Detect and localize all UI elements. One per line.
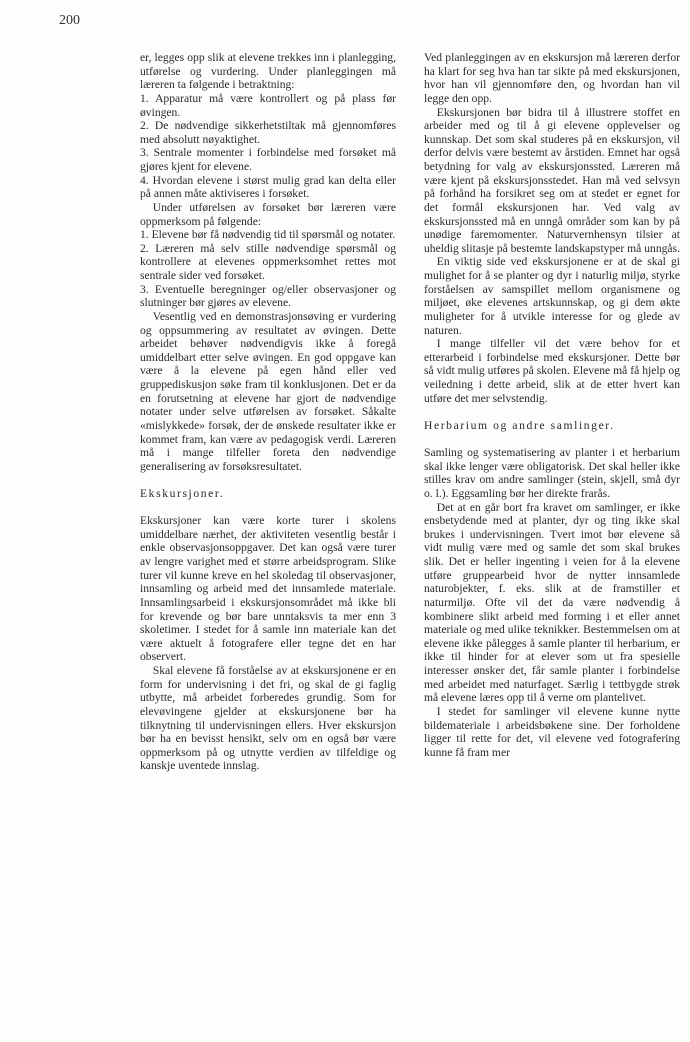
list-item: 2. Læreren må selv stille nødvendige spørsmål og kontrollere at elevenes oppmerksomhet rettes mot sentrale sider ved forsøket. bbox=[140, 241, 396, 282]
paragraph: Ved planleggingen av en ekskursjon må læreren derfor ha klart for seg hva han tar sikte på med ekskursjonen, hvor han vil gjennomføre den, og hvordan han vil legge den opp. bbox=[424, 51, 680, 105]
paragraph: Under utførelsen av forsøket bør læreren være oppmerksom på følgende: bbox=[140, 200, 396, 228]
section-heading-herbarium: Herbarium og andre samlinger. bbox=[424, 418, 615, 432]
paragraph: Skal elevene få forståelse av at ekskursjonene er en form for undervisning i det fri, og skal de gi faglig utbytte, må arbeidet forberedes grundig. Som for elevøvingene gjelder at ekskursjonene bør ha tilknytning til undervisningen ellers. Hver ekskursjon bør ha en bevisst hensikt, selv om en også bør være oppmerksom på og utnytte verdien av tilfeldige og kanskje uventede innslag. bbox=[140, 664, 396, 773]
left-column bbox=[140, 51, 396, 773]
list-item: 1. Elevene bør få nødvendig tid til spørsmål og notater. bbox=[140, 228, 396, 242]
paragraph: I stedet for samlinger vil elevene kunne nytte bildemateriale i arbeidsbøkene sine. Der forholdene ligger til rette for det, vil elevene ved fotografering kunne få fram mer bbox=[424, 704, 680, 759]
list-item: 3. Sentrale momenter i forbindelse med forsøket må gjøres kjent for elevene. bbox=[140, 146, 396, 173]
paragraph: Det at en går bort fra kravet om samlinger, er ikke ensbetydende med at planter, dyr og ting ikke skal brukes i undervisningen. Tvert imot bør elevene så vidt mulig være med og samle det som skal brukes slik. Det er heller ingenting i veien for å la elevene utføre gruppearbeid hvor de nytter innsamlede naturobjekter, f. eks. slik at de framstiller et naturmiljø. Ofte vil det da være nødvendig å kombinere slikt arbeid med forming i et eller annet materiale og med ulike teknikker. Bestemmelsen om at elevene ikke pålegges å samle planter til herbarium, er ikke til hinder for at elever som ut fra spesielle interesser ønsker det, får samle planter i forbindelse med arbeidet med naturfaget. Særlig i tettbygde strøk må elevene læres opp til å verne om plantelivet. bbox=[424, 500, 680, 705]
paragraph: Samling og systematisering av planter i et herbarium skal ikke lenger være obligatorisk. Det skal heller ikke stilles krav om andre samlinger (stein, skjell, små dyr o. l.). Eggsamling bør her direkte frarås. bbox=[424, 446, 680, 500]
paragraph: Vesentlig ved en demonstrasjonsøving er vurdering og oppsummering av resultatet av øvingen. Dette arbeidet behøver nødvendigvis ikke å foregå umiddelbart etter selve øvingen. En god oppgave kan være å la elevene på egen hånd eller ved gruppediskusjon søke fram til konklusjonen. Det er da en forutsetning at elevene har gjort de nødvendige notater under selve utførelsen av forsøket. Såkalte «mislykkede» forsøk, der de ønskede resultater ikke er kommet fram, kan være av pedagogisk verdi. Læreren må i mange tilfeller foreta den nødvendige generalisering av forsøksresultatet. bbox=[140, 309, 396, 473]
right-column bbox=[424, 51, 680, 759]
list-item: 3. Eventuelle beregninger og/eller observasjoner og slutninger bør gjøres av elevene. bbox=[140, 282, 396, 310]
list-item: 2. De nødvendige sikkerhetstiltak må gjennomføres med absolutt nøyaktighet. bbox=[140, 119, 396, 146]
paragraph: En viktig side ved ekskursjonene er at de skal gi mulighet for å se planter og dyr i naturlig miljø, styrke forståelsen av samspillet mellom organismene og miljøet, øke elevenes artskunnskap, og gi dem økte muligheter for å utvikle interesse for og glede av naturen. bbox=[424, 255, 680, 337]
paragraph: Ekskursjoner kan være korte turer i skolens umiddelbare nærhet, der aktiviteten vesentlig består i enkle observasjonsoppgaver. Det kan også være turer av lengre varighet med et større arbeidsprogram. Slike turer vil kunne kreve en hel skoledag til observasjoner, innsamling og arbeid med det innsamlede materiale. Innsamlingsarbeid i ekskursjonsområdet må ikke bli for krevende og bør bare unntaksvis ta mer enn 3 skoletimer. I stedet for å samle inn materiale kan det være aktuelt å fotografere eller tegne det en har observert. bbox=[140, 514, 396, 664]
paragraph: Ekskursjonen bør bidra til å illustrere stoffet en arbeider med og til å gi elevene opplevelser og kunnskap. Det som skal studeres på en ekskursjon, vil derfor delvis være bestemt av årstiden. Emnet har også betydning for valg av ekskursjonssted. Læreren må være kjent på ekskursjonsstedet. Han må ved selvsyn på forhånd ha forsikret seg om at stedet er egnet for det formål ekskursjonen har. Ved valg av ekskursjonssted må en unngå områder som kan by på unødige faremomenter. Naturvernhensyn tilsier at uheldig slitasje på bestemte landskapstyper må unngås. bbox=[424, 105, 680, 255]
page-number: 200 bbox=[59, 13, 80, 28]
paragraph: er, legges opp slik at elevene trekkes inn i planlegging, utførelse og vurdering. Under planleggingen må læreren ta følgende i betraktning: bbox=[140, 51, 396, 92]
list-item: 4. Hvordan elevene i størst mulig grad kan delta eller på annen måte aktiviseres i forsøket. bbox=[140, 173, 396, 201]
list-item: 1. Apparatur må være kontrollert og på plass før øvingen. bbox=[140, 91, 396, 119]
paragraph: I mange tilfeller vil det være behov for et etterarbeid i forbindelse med ekskursjoner. Dette bør så vidt mulig utføres på skolen. Elevene må få hjelp og veiledning i dette arbeid, slik at de etter hvert kan utføre det mer selvstendig. bbox=[424, 337, 680, 405]
section-heading-ekskursjoner: Ekskursjoner. bbox=[140, 486, 225, 500]
